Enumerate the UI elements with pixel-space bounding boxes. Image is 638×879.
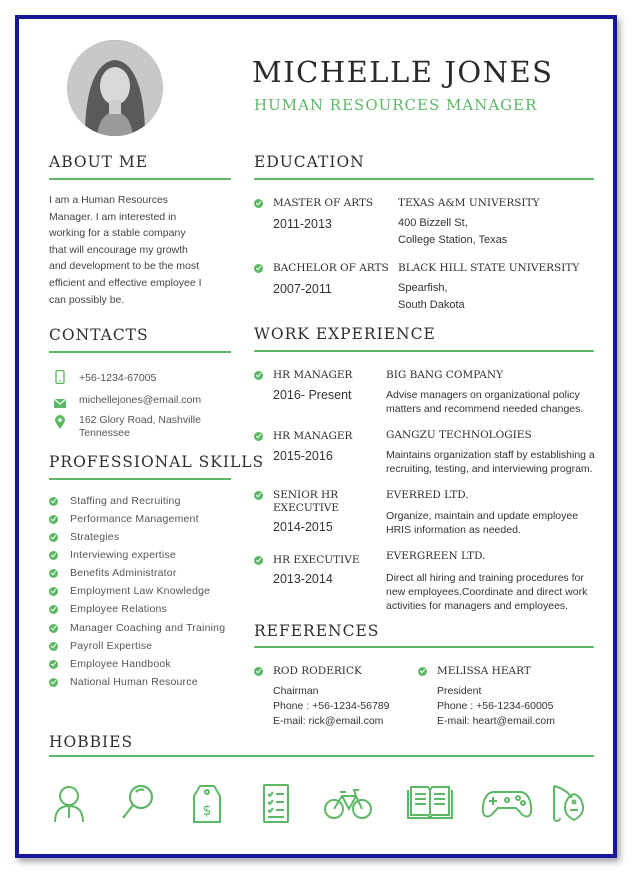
work-company: EVERRED LTD.	[386, 489, 469, 501]
check-icon	[49, 624, 58, 633]
check-icon	[254, 199, 263, 208]
edu-years: 2007-2011	[273, 282, 332, 296]
references-heading: REFERENCES	[254, 622, 380, 640]
about-rule	[49, 178, 231, 180]
work-company: EVERGREEN LTD.	[386, 550, 486, 562]
reference-name: ROD RODERICK	[273, 665, 362, 677]
fishing-icon	[548, 782, 588, 824]
price-tag-icon	[187, 782, 227, 824]
work-company: GANGZU TECHNOLOGIES	[386, 429, 532, 441]
check-icon	[254, 556, 263, 565]
magnifier-icon	[118, 782, 158, 824]
edu-school: TEXAS A&M UNIVERSITY	[398, 197, 540, 209]
about-text: I am a Human Resources Manager. I am interested in working for a stable company that will encourage my growth and development to be the most efficient and effective employee I can possibly be.	[49, 194, 202, 306]
work-years: 2015-2016	[273, 449, 333, 463]
edu-address: Spearfish, South Dakota	[398, 282, 465, 311]
check-icon	[254, 491, 263, 500]
education-heading: EDUCATION	[254, 153, 365, 171]
about-heading: ABOUT ME	[49, 153, 149, 171]
check-icon	[49, 642, 58, 651]
skill-item: Interviewing expertise	[70, 549, 176, 561]
skill-item: Employment Law Knowledge	[70, 585, 211, 597]
bicycle-icon	[323, 782, 373, 824]
skill-item: Performance Management	[70, 513, 199, 525]
work-company: BIG BANG COMPANY	[386, 369, 503, 381]
contacts-heading: CONTACTS	[49, 326, 149, 344]
check-icon	[49, 497, 58, 506]
reference-name: MELISSA HEART	[437, 665, 531, 677]
gamepad-icon	[480, 782, 534, 824]
skill-item: Employee Relations	[70, 603, 167, 615]
skill-item: Strategies	[70, 531, 120, 543]
education-rule	[254, 178, 594, 180]
work-rule	[254, 350, 594, 352]
hobbies-heading: HOBBIES	[49, 733, 134, 751]
work-description: Advise managers on organizational policy matters and recommend needed changes.	[386, 389, 584, 415]
skill-item: Manager Coaching and Training	[70, 622, 226, 634]
work-description: Direct all hiring and training procedures for new employees.Coordinate and direct work activities for managers and employees.	[386, 572, 588, 612]
contact-phone: +56-1234-67005	[79, 372, 157, 384]
open-book-icon	[405, 782, 455, 824]
contacts-rule	[49, 351, 231, 353]
work-years: 2013-2014	[273, 572, 333, 586]
edu-years: 2011-2013	[273, 217, 332, 231]
check-icon	[254, 432, 263, 441]
check-icon	[49, 515, 58, 524]
work-years: 2016- Present	[273, 388, 352, 402]
work-heading: WORK EXPERIENCE	[254, 325, 436, 343]
svg-text:$: $	[202, 803, 212, 819]
work-role: HR EXECUTIVE	[273, 554, 360, 566]
skills-heading: PROFESSIONAL SKILLS	[49, 453, 265, 471]
check-icon	[49, 551, 58, 560]
phone-icon	[55, 370, 65, 389]
skill-item: Staffing and Recruiting	[70, 495, 181, 507]
skills-rule	[49, 478, 231, 480]
profile-photo	[67, 40, 163, 136]
hobbies-rule	[49, 755, 594, 757]
skill-item: National Human Resource	[70, 676, 198, 688]
person-icon	[49, 782, 89, 824]
contact-email[interactable]: michellejones@email.com	[79, 394, 202, 406]
check-icon	[254, 264, 263, 273]
work-role: HR MANAGER	[273, 430, 353, 442]
reference-details: Chairman Phone : +56-1234-56789 E-mail: rick@email.com	[273, 685, 390, 727]
edu-degree: MASTER OF ARTS	[273, 197, 374, 209]
edu-school: BLACK HILL STATE UNIVERSITY	[398, 262, 580, 274]
reference-details: President Phone : +56-1234-60005 E-mail: heart@email.com	[437, 685, 556, 727]
checklist-icon	[256, 782, 296, 824]
check-icon	[49, 533, 58, 542]
person-name: MICHELLE JONES	[252, 55, 554, 89]
check-icon	[49, 605, 58, 614]
work-role: HR MANAGER	[273, 369, 353, 381]
skill-item: Benefits Administrator	[70, 567, 177, 579]
work-description: Maintains organization staff by establishing a recruiting, testing, and interviewing program.	[386, 449, 595, 475]
edu-address: 400 Bizzell St, College Station, Texas	[398, 217, 508, 246]
work-role: SENIOR HR EXECUTIVE	[273, 489, 340, 514]
skill-item: Employee Handbook	[70, 658, 171, 670]
location-pin-icon	[55, 415, 65, 434]
check-icon	[254, 667, 263, 676]
work-description: Organize, maintain and update employee HRIS information as needed.	[386, 510, 579, 536]
work-years: 2014-2015	[273, 520, 333, 534]
check-icon	[49, 587, 58, 596]
references-rule	[254, 646, 594, 648]
check-icon	[254, 371, 263, 380]
check-icon	[49, 678, 58, 687]
check-icon	[49, 569, 58, 578]
contact-address: 162 Glory Road, Nashville Tennessee	[79, 414, 201, 439]
job-title: HUMAN RESOURCES MANAGER	[254, 96, 538, 114]
mail-icon	[54, 395, 66, 413]
edu-degree: BACHELOR OF ARTS	[273, 262, 389, 274]
check-icon	[49, 660, 58, 669]
skill-item: Payroll Expertise	[70, 640, 153, 652]
check-icon	[418, 667, 427, 676]
